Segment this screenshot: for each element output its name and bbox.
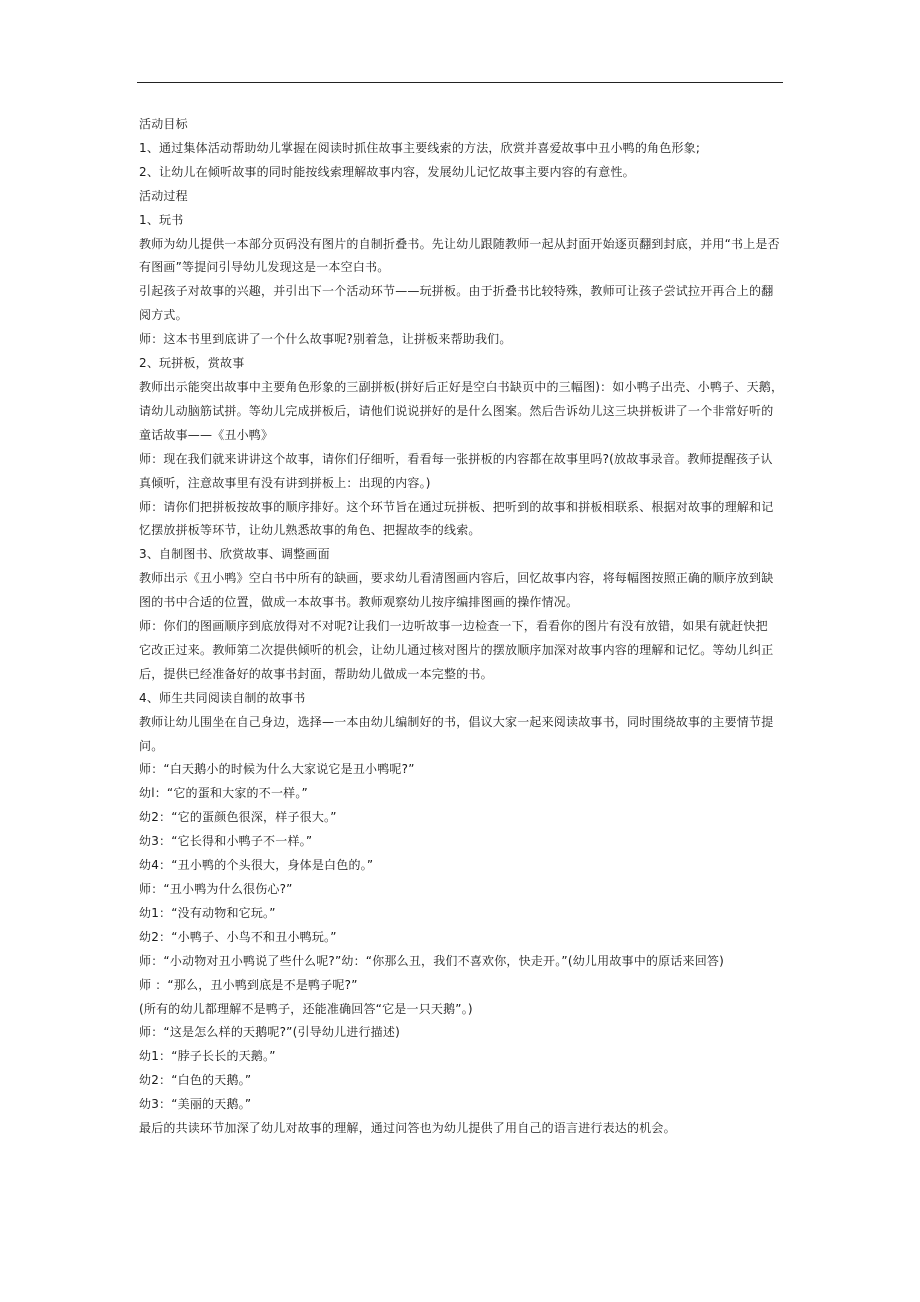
text-line: 2、让幼儿在倾听故事的同时能按线索理解故事内容，发展幼儿记忆故事主要内容的有意性。 bbox=[139, 164, 635, 179]
text-line: 幼1：“没有动物和它玩。” bbox=[139, 905, 276, 920]
text-line: 1、玩书 bbox=[139, 212, 184, 227]
text-line: 幼3：“美丽的天鹅。” bbox=[139, 1097, 252, 1112]
text-line: 师：“白天鹅小的时候为什么大家说它是丑小鸭呢?” bbox=[139, 762, 415, 777]
text-line: 问。 bbox=[139, 738, 164, 753]
text-line: 请幼儿动脑筋试拼。等幼儿完成拼板后，请他们说说拼好的是什么图案。然后告诉幼儿这三块拼板讲了一个非常好听的 bbox=[139, 403, 774, 418]
text-line: 1、通过集体活动帮助幼儿掌握在阅读时抓住故事主要线索的方法，欣赏并喜爱故事中丑小鸭的角色形象; bbox=[139, 140, 701, 155]
text-line: 有图画”等提问引导幼儿发现这是一本空白书。 bbox=[139, 260, 390, 275]
text-line: 教师为幼儿提供一本部分页码没有图片的自制折叠书。先让幼儿跟随教师一起从封面开始逐页翻到封底，并用“书上是否 bbox=[139, 236, 780, 251]
text-line: 阅方式。 bbox=[139, 308, 188, 323]
document-body bbox=[139, 113, 787, 1141]
text-line: 师：请你们把拼板按故事的顺序排好。这个环节旨在通过玩拼板、把听到的故事和拼板相联系、根据对故事的理解和记 bbox=[139, 499, 774, 514]
text-line: 教师出示能突出故事中主要角色形象的三副拼板(拼好后正好是空白书缺页中的三幅图)：如小鸭子出壳、小鸭子、天鹅， bbox=[139, 379, 784, 394]
text-line: 幼1：“脖子长长的天鹅。” bbox=[139, 1049, 276, 1064]
text-line: 幼2：“小鸭子、小鸟不和丑小鸭玩。” bbox=[139, 929, 337, 944]
text-line: 师：这本书里到底讲了一个什么故事呢?别着急，让拼板来帮助我们。 bbox=[139, 332, 512, 347]
text-line: 师：“丑小鸭为什么很伤心?” bbox=[139, 882, 293, 896]
text-line: 教师让幼儿围坐在自己身边，选择—一本由幼儿编制好的书，倡议大家一起来阅读故事书，同时围绕故事的主要情节提 bbox=[139, 714, 774, 729]
text-line: 4、师生共同阅读自制的故事书 bbox=[139, 690, 306, 705]
header-rule bbox=[137, 82, 783, 83]
text-line: 引起孩子对故事的兴趣，并引出下一个活动环节——玩拼板。由于折叠书比较特殊，教师可让孩子尝试拉开再合上的翻 bbox=[139, 284, 774, 299]
text-line: (所有的幼儿都理解不是鸭子，还能准确回答“它是一只天鹅”。) bbox=[139, 1001, 473, 1016]
text-line: 幼l：“它的蛋和大家的不一样。” bbox=[139, 786, 308, 801]
text-line: 幼2：“它的蛋颜色很深，样子很大。” bbox=[139, 810, 337, 825]
text-line: 后，提供已经准备好的故事书封面，帮助幼儿做成一本完整的书。 bbox=[139, 666, 493, 681]
text-line: 师：“这是怎么样的天鹅呢?”(引导幼儿进行描述) bbox=[139, 1025, 400, 1040]
text-line: 师：现在我们就来讲讲这个故事，请你们仔细听，看看每一张拼板的内容都在故事里吗?(放故事录音。教师提醒孩子认 bbox=[139, 451, 773, 466]
text-line: 教师出示《丑小鸭》空白书中所有的缺画，要求幼儿看清图画内容后，回忆故事内容，将每幅图按照正确的顺序放到缺 bbox=[139, 571, 774, 586]
text-line: 师：“小动物对丑小鸭说了些什么呢?”幼：“你那么丑，我们不喜欢你，快走开。”(幼儿用故事中的原话来回答) bbox=[139, 953, 725, 968]
text-line: 幼4：“丑小鸭的个头很大，身体是白色的。” bbox=[139, 858, 374, 873]
text-line: 幼2：“白色的天鹅。” bbox=[139, 1073, 252, 1088]
text-line: 3、自制图书、欣赏故事、调整画面 bbox=[139, 547, 330, 562]
text-line: 师 ：“那么，丑小鸭到底是不是鸭子呢?” bbox=[139, 977, 358, 992]
text-line: 幼3：“它长得和小鸭子不一样。” bbox=[139, 834, 313, 849]
text-line: 真倾听，注意故事里有没有讲到拼板上：出现的内容。) bbox=[139, 475, 431, 490]
text-line: 最后的共读环节加深了幼儿对故事的理解，通过问答也为幼儿提供了用自己的语言进行表达的机会。 bbox=[139, 1121, 676, 1136]
text-line: 忆摆放拼板等环节，让幼儿熟悉故事的角色、把握故李的线索。 bbox=[139, 523, 481, 538]
text-line: 师：你们的图画顺序到底放得对不对呢?让我们一边听故事一边检查一下，看看你的图片有没有放错，如果有就赶快把 bbox=[139, 619, 768, 634]
text-line: 活动目标 bbox=[139, 117, 188, 131]
text-line: 它改正过来。教师第二次提供倾听的机会，让幼儿通过核对图片的摆放顺序加深对故事内容的理解和记忆。等幼儿纠正 bbox=[139, 642, 774, 657]
text-line: 2、玩拼板，赏故事 bbox=[139, 356, 245, 371]
text-line: 活动过程 bbox=[139, 188, 188, 203]
text-line: 童话故事——《丑小鸭》 bbox=[139, 427, 274, 442]
text-line: 图的书中合适的位置，做成一本故事书。教师观察幼儿按序编排图画的操作情况。 bbox=[139, 595, 579, 610]
